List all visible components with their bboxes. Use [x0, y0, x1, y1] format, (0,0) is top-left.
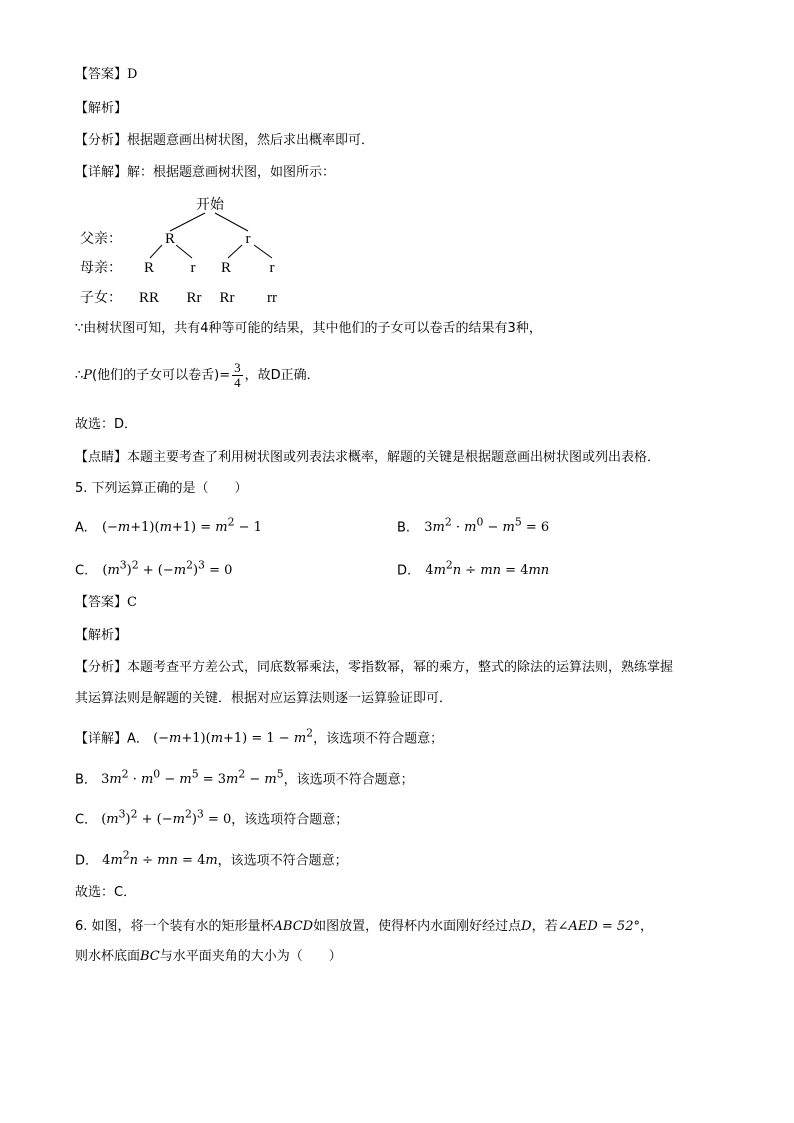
dianjing-text: 本题主要考查了利用树状图或列表法求概率，解题的关键是根据题意画出树状图或列出表格．	[127, 450, 661, 465]
fenxi-label-q5: 【分析】	[75, 660, 128, 675]
prob-denominator: 4	[234, 375, 241, 390]
fenxi-label: 【分析】	[75, 133, 128, 148]
tree-mother-0: R	[143, 260, 155, 276]
q6-l2-a: 则水杯底面	[75, 949, 141, 964]
detail-a-prefix: A．	[127, 731, 149, 747]
detail-d-prefix: D．	[75, 853, 99, 869]
edge-root-R	[170, 213, 205, 231]
tree-root: 开始	[196, 197, 224, 213]
detail-b-prefix: B．	[75, 772, 97, 788]
option-a-letter: A.	[75, 520, 88, 536]
fenxi-line-q5	[75, 659, 673, 677]
choose-line-q4: 故选：D．	[75, 417, 138, 432]
tree-row-children-label: 子女：	[80, 290, 122, 306]
dianjing-label: 【点睛】	[75, 450, 128, 465]
xiangjie-label-q5: 【详解】	[75, 731, 128, 747]
q6-stem-line1	[75, 918, 653, 936]
prob-fraction	[232, 361, 243, 390]
analysis-heading-q5: 【解析】	[75, 628, 128, 643]
q5-option-b: B. $3m^2 \cdot m^0 - m^5 = 6$	[397, 516, 550, 536]
tree-mother-2: R	[220, 260, 232, 276]
xiangjie-label: 【详解】	[75, 165, 128, 180]
tree-mother-1: r	[190, 260, 196, 276]
detail-line-a: 【详解】A． $(-m+1)(m+1) = 1 - m^2$，该选项不符合题意；	[75, 727, 444, 747]
prob-eq: =	[219, 368, 231, 383]
q5-option-d: D. $4m^2n$ ÷ mn = 4mn	[397, 559, 550, 579]
prob-suffix: ，故D正确．	[244, 368, 320, 383]
answer-line-q5	[75, 594, 137, 612]
q6-l1-d: D	[521, 919, 532, 934]
fenxi-text: 根据题意画出树状图，然后求出概率即可．	[127, 133, 375, 148]
fenxi-line-q5-2: 其运算法则是解题的关键．根据对应运算法则逐一运算验证即可．	[75, 691, 453, 706]
q5-option-c: C. $(m^3)^2 + (-m^2)^3 = 0$	[75, 559, 233, 579]
q6-angle: ∠AED = 52°	[557, 919, 640, 934]
tree-mother-3: r	[269, 260, 275, 276]
tree-row-father-label: 父亲：	[80, 231, 122, 247]
answer-value: D	[127, 67, 138, 82]
detail-line-d: D． $4m^2n$ ÷ mn = 4m，该选项不符合题意；	[75, 849, 348, 869]
prob-numerator: 3	[234, 360, 241, 375]
tree-child-0: RR	[138, 290, 160, 306]
fenxi-text-q5-1: 本题考查平方差公式，同底数幂乘法，零指数幂，幂的乘方，整式的除法的运算法则，熟练掌握	[127, 660, 674, 675]
detail-b-suffix: ，该选项不符合题意；	[283, 772, 414, 788]
detail-d-suffix: ，该选项不符合题意；	[217, 853, 348, 869]
detail-c-prefix: C．	[75, 812, 98, 828]
probability-line	[75, 360, 320, 392]
detail-line-b: B． $3m^2 \cdot m^0 - m^5 = 3m^2 - m^5$，该选项不符合题意；	[75, 768, 414, 788]
option-d-letter: D.	[397, 563, 412, 579]
detail-a-suffix: ，该选项不符合题意；	[313, 731, 444, 747]
answer-label-q5: 【答案】	[75, 595, 128, 610]
analysis-heading: 【解析】	[75, 101, 128, 116]
q6-l1-c: 如图放置，使得杯内水面刚好经过点	[313, 919, 522, 934]
q6-l1-a: 6. 如图，将一个装有水的矩形量杯	[75, 919, 274, 934]
choose-line-q5: 故选：C．	[75, 885, 137, 900]
option-b-letter: B.	[397, 520, 411, 536]
edge-r-r	[254, 245, 272, 258]
tree-diagram	[0, 0, 794, 320]
answer-label: 【答案】	[75, 67, 128, 82]
xiangjie-text: 解：根据题意画树状图，如图所示：	[127, 165, 336, 180]
option-c-letter: C.	[75, 563, 89, 579]
q6-l2-c: 与水平面夹角的大小为（ ）	[159, 949, 342, 964]
q6-l1-abcd: ABCD	[273, 919, 314, 934]
tree-child-2: Rr	[219, 290, 235, 306]
edge-R-R	[150, 245, 162, 258]
dianjing-line	[75, 449, 660, 467]
tree-child-3: rr	[267, 290, 277, 306]
edge-r-R	[228, 245, 242, 258]
detail-c-suffix: ，该选项符合题意；	[231, 812, 349, 828]
q6-bc: BC	[140, 949, 160, 964]
q5-stem: 5. 下列运算正确的是（ ）	[75, 481, 248, 496]
because-line: ∵由树状图可知，共有4种等可能的结果，其中他们的子女可以卷舌的结果有3种，	[75, 321, 542, 336]
tree-father-1: r	[245, 231, 251, 247]
q6-l1-e: ，若	[531, 919, 558, 934]
q6-stem-line2	[75, 948, 342, 966]
therefore-symbol: ∴	[75, 368, 84, 383]
edge-R-r	[176, 245, 192, 258]
q6-l1-g: ，	[639, 919, 653, 934]
tree-child-1: Rr	[186, 290, 202, 306]
tree-father-0: R	[164, 231, 176, 247]
answer-value-q5: C	[127, 595, 137, 610]
edge-root-r	[215, 213, 248, 231]
detail-line-c: C． $(m^3)^2 + (-m^2)^3 = 0$，该选项符合题意；	[75, 808, 349, 828]
prob-P: P	[83, 368, 93, 383]
prob-event: (他们的子女可以卷舌)	[92, 368, 220, 383]
tree-row-mother-label: 母亲：	[80, 260, 122, 276]
q5-option-a: A. $(-m+1)(m+1) = m^2 - 1$	[75, 516, 262, 536]
